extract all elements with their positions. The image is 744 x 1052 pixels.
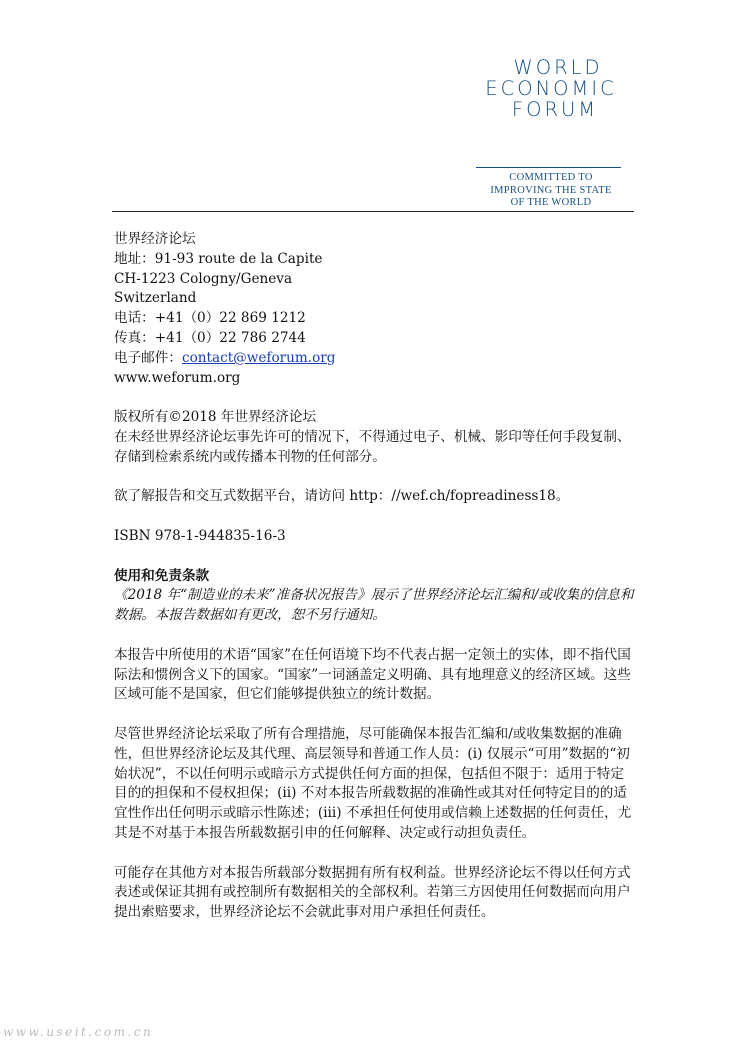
logo-line-forum: FORUM — [511, 98, 599, 121]
website: www.weforum.org — [114, 369, 241, 386]
address-line-2: CH-1223 Cologny/Geneva — [114, 270, 293, 287]
header-divider — [112, 211, 634, 212]
org-name: 世界经济论坛 — [114, 231, 196, 247]
wef-logo — [476, 57, 626, 210]
address-street: 91-93 route de la Capite — [154, 250, 323, 267]
email-line — [114, 349, 636, 369]
logo-tagline-3: OF THE WORLD — [510, 197, 592, 208]
email-link[interactable]: contact@weforum.org — [181, 349, 336, 366]
address-label: 地址： — [114, 250, 155, 267]
logo-tagline-1: COMMITTED TO — [509, 172, 593, 183]
copyright-line: 版权所有©2018 年世界经济论坛 — [114, 409, 317, 426]
phone: 电话：+41（0）22 869 1212 — [114, 310, 306, 327]
terms-heading: 使用和免责条款 — [114, 567, 210, 584]
address-line-1 — [114, 250, 636, 270]
terms-paragraph-1: 本报告中所使用的术语“国家”在任何语境下均不代表占据一定领土的实体，即不指代国际法和惯例含义下的国家。“国家”一词涵盖定义明确、具有地理意义的经济区域。这些区域可能不是国家，但它们能够提供独立的统计数据。 — [114, 646, 631, 703]
document-body — [114, 230, 636, 923]
terms-paragraph-3: 可能存在其他方对本报告所载部分数据拥有所有权利益。世界经济论坛不得以任何方式表述或保证其拥有或控制所有数据相关的全部权利。若第三方因使用任何数据而向用户提出索赔要求，世界经济论坛不会就此事对用户承担任何责任。 — [114, 864, 631, 921]
logo-divider — [476, 167, 621, 168]
fax: 传真：+41（0）22 786 2744 — [114, 329, 306, 346]
logo-tagline-2: IMPROVING THE STATE — [490, 184, 612, 196]
logo-line-economic: ECONOMIC — [485, 77, 617, 100]
address-line-3: Switzerland — [114, 290, 197, 307]
terms-intro: 《2018 年“制造业的未来”准备状况报告》展示了世界经济论坛汇编和/或收集的信息和数据。本报告数据如有更改，恕不另行通知。 — [114, 587, 634, 624]
isbn: ISBN 978-1-944835-16-3 — [114, 527, 286, 544]
watermark: www.useit.com.cn — [3, 1025, 154, 1039]
terms-paragraph-2: 尽管世界经济论坛采取了所有合理措施，尽可能确保本报告汇编和/或收集数据的准确性，但世界经济论坛及其代理、高层领导和普通工作人员：(i) 仅展示“可用”数据的“初始状况”，不以任何明示或暗示方式提供任何方面的担保，包括但不限于：适用于特定目的的担保和不侵权担保；(ii) 不对本报告所载数据的准确性或其对任何特定目的的适宜性作出任何明示或暗示性陈述；(iii) 不承担任何使用或信赖上述数据的任何责任，尤其是不对基于本报告所载数据引申的任何解释、决定或行动担负责任。 — [114, 725, 632, 841]
platform-note: 欲了解报告和交互式数据平台，请访问 http：//wef.ch/fopreadiness18。 — [114, 488, 570, 505]
email-label: 电子邮件： — [114, 349, 182, 366]
logo-line-world: WORLD — [513, 56, 603, 79]
copyright-notice: 在未经世界经济论坛事先许可的情况下，不得通过电子、机械、影印等任何手段复制、存储到检索系统内或传播本刊物的任何部分。 — [114, 428, 631, 465]
